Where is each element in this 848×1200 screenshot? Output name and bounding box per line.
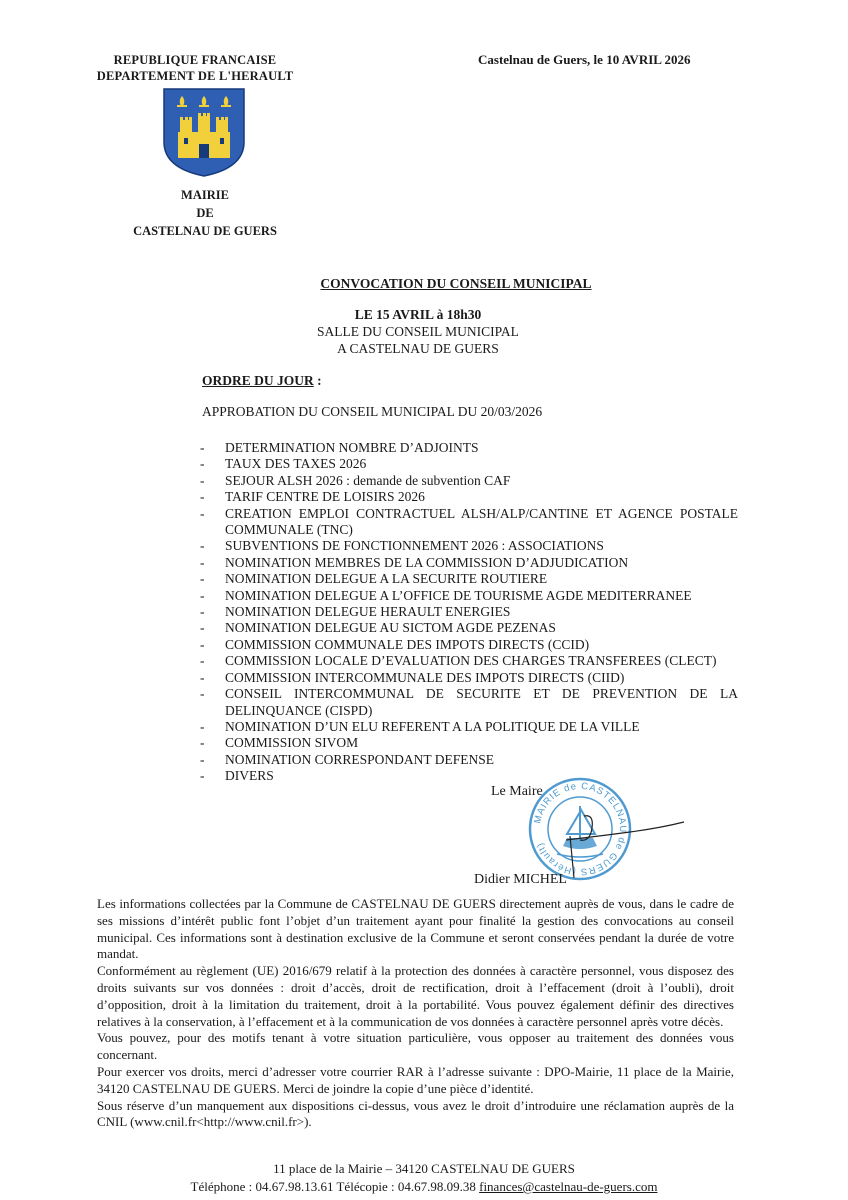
date-line: Castelnau de Guers, le 10 AVRIL 2026 <box>478 52 691 67</box>
convocation-title: CONVOCATION DU CONSEIL MUNICIPAL <box>320 276 592 291</box>
agenda-heading <box>202 373 322 389</box>
gdpr-paragraph: Les informations collectées par la Commune de CASTELNAU DE GUERS directement auprès de vous, dans le cadre de ses missions d’intérêt public font l’objet d’un traitement ayant pour finalité la gestion des convocations au conseil municipal. Ces informations sont à destination exclusive de la Commune et seront conservées pendant la durée de votre mandat. <box>97 896 734 962</box>
signatory-name: Didier MICHEL <box>474 872 567 887</box>
agenda-heading-colon: : <box>313 373 322 388</box>
meeting-room: SALLE DU CONSEIL MUNICIPAL <box>317 324 519 339</box>
agenda-item: - NOMINATION DELEGUE HERAULT ENERGIES <box>200 604 738 620</box>
agenda-item: - COMMISSION SIVOM <box>200 735 738 751</box>
stamp-text: MAIRIE de CASTELNAU de GUERS (Hérault) <box>532 780 629 878</box>
meeting-details <box>0 306 836 357</box>
signatory-title: Le Maire <box>491 784 543 799</box>
footer-phone-fax: Téléphone : 04.67.98.13.61 Télécopie : 04.67.98.09.38 <box>190 1179 480 1194</box>
coat-of-arms-icon <box>160 86 248 178</box>
department-label: DEPARTEMENT DE L'HERAULT <box>96 69 294 83</box>
data-protection-notice <box>97 896 734 1131</box>
agenda-item: - COMMISSION COMMUNALE DES IMPOTS DIRECTS (CCID) <box>200 637 738 653</box>
mairie-block <box>100 186 310 240</box>
agenda-item: - COMMISSION INTERCOMMUNALE DES IMPOTS DIRECTS (CIID) <box>200 670 738 686</box>
agenda-item: - NOMINATION DELEGUE AU SICTOM AGDE PEZENAS <box>200 620 738 636</box>
agenda-item: - CONSEIL INTERCOMMUNAL DE SECURITE ET DE PREVENTION DE LA DELINQUANCE (CISPD) <box>200 686 738 719</box>
footer-email-link[interactable]: finances@castelnau-de-guers.com <box>479 1179 658 1194</box>
footer-contact-line <box>0 1178 848 1196</box>
agenda-approbation: APPROBATION DU CONSEIL MUNICIPAL DU 20/03/2026 <box>202 404 543 419</box>
agenda-item: - NOMINATION D’UN ELU REFERENT A LA POLITIQUE DE LA VILLE <box>200 719 738 735</box>
gdpr-paragraph: Pour exercer vos droits, merci d’adresser votre courrier RAR à l’adresse suivante : DPO-Mairie, 11 place de la Mairie, 34120 CASTELNAU DE GUERS. Merci de joindre la copie d’une pièce d’identité. <box>97 1063 734 1096</box>
agenda-item: - TARIF CENTRE DE LOISIRS 2026 <box>200 489 738 505</box>
agenda-item: - DETERMINATION NOMBRE D’ADJOINTS <box>200 440 738 456</box>
gdpr-paragraph: Vous pouvez, pour des motifs tenant à votre situation particulière, vous opposer au traitement des données vous concernant. <box>97 1030 734 1063</box>
mairie-de-label: DE <box>196 206 214 220</box>
agenda-item: - NOMINATION DELEGUE A L’OFFICE DE TOURISME AGDE MEDITERRANEE <box>200 588 738 604</box>
meeting-place: A CASTELNAU DE GUERS <box>337 341 499 356</box>
commune-label: CASTELNAU DE GUERS <box>133 224 277 238</box>
agenda-item: - NOMINATION MEMBRES DE LA COMMISSION D’ADJUDICATION <box>200 555 738 571</box>
agenda-item: - COMMISSION LOCALE D’EVALUATION DES CHARGES TRANSFEREES (CLECT) <box>200 653 738 669</box>
agenda-heading-label: ORDRE DU JOUR <box>202 373 314 388</box>
signature-icon <box>560 806 690 886</box>
page-footer <box>0 1160 848 1196</box>
footer-address: 11 place de la Mairie – 34120 CASTELNAU DE GUERS <box>273 1161 575 1176</box>
gdpr-paragraph: Conformément au règlement (UE) 2016/679 relatif à la protection des données à caractère personnel, vous disposez des droits suivants sur vos données : droit d’accès, droit de rectification, droit à l’effacement (droit à l’oubli), droit d’opposition, droit à la limitation du traitement, droit à la portabilité. Vous pouvez également définir des directives relatives à la conservation, à l’effacement et à la communication de vos données à caractère personnel après votre décès. <box>97 963 734 1029</box>
mairie-label: MAIRIE <box>181 188 229 202</box>
header-administration <box>90 52 300 84</box>
agenda-list <box>200 440 738 785</box>
agenda-item: - NOMINATION CORRESPONDANT DEFENSE <box>200 752 738 768</box>
meeting-date-time: LE 15 AVRIL à 18h30 <box>354 307 482 322</box>
republic-label: REPUBLIQUE FRANCAISE <box>113 53 277 67</box>
gdpr-paragraph: Sous réserve d’un manquement aux dispositions ci-dessus, vous avez le droit d’introduire une réclamation auprès de la CNIL (www.cnil.fr<http://www.cnil.fr>). <box>97 1097 734 1130</box>
agenda-item: - NOMINATION DELEGUE A LA SECURITE ROUTIERE <box>200 571 738 587</box>
agenda-item: - CREATION EMPLOI CONTRACTUEL ALSH/ALP/CANTINE ET AGENCE POSTALE COMMUNALE (TNC) <box>200 506 738 539</box>
agenda-item: - SUBVENTIONS DE FONCTIONNEMENT 2026 : ASSOCIATIONS <box>200 538 738 554</box>
agenda-item: - TAUX DES TAXES 2026 <box>200 456 738 472</box>
agenda-item: - SEJOUR ALSH 2026 : demande de subvention CAF <box>200 473 738 489</box>
agenda-item: - DIVERS <box>200 768 738 784</box>
